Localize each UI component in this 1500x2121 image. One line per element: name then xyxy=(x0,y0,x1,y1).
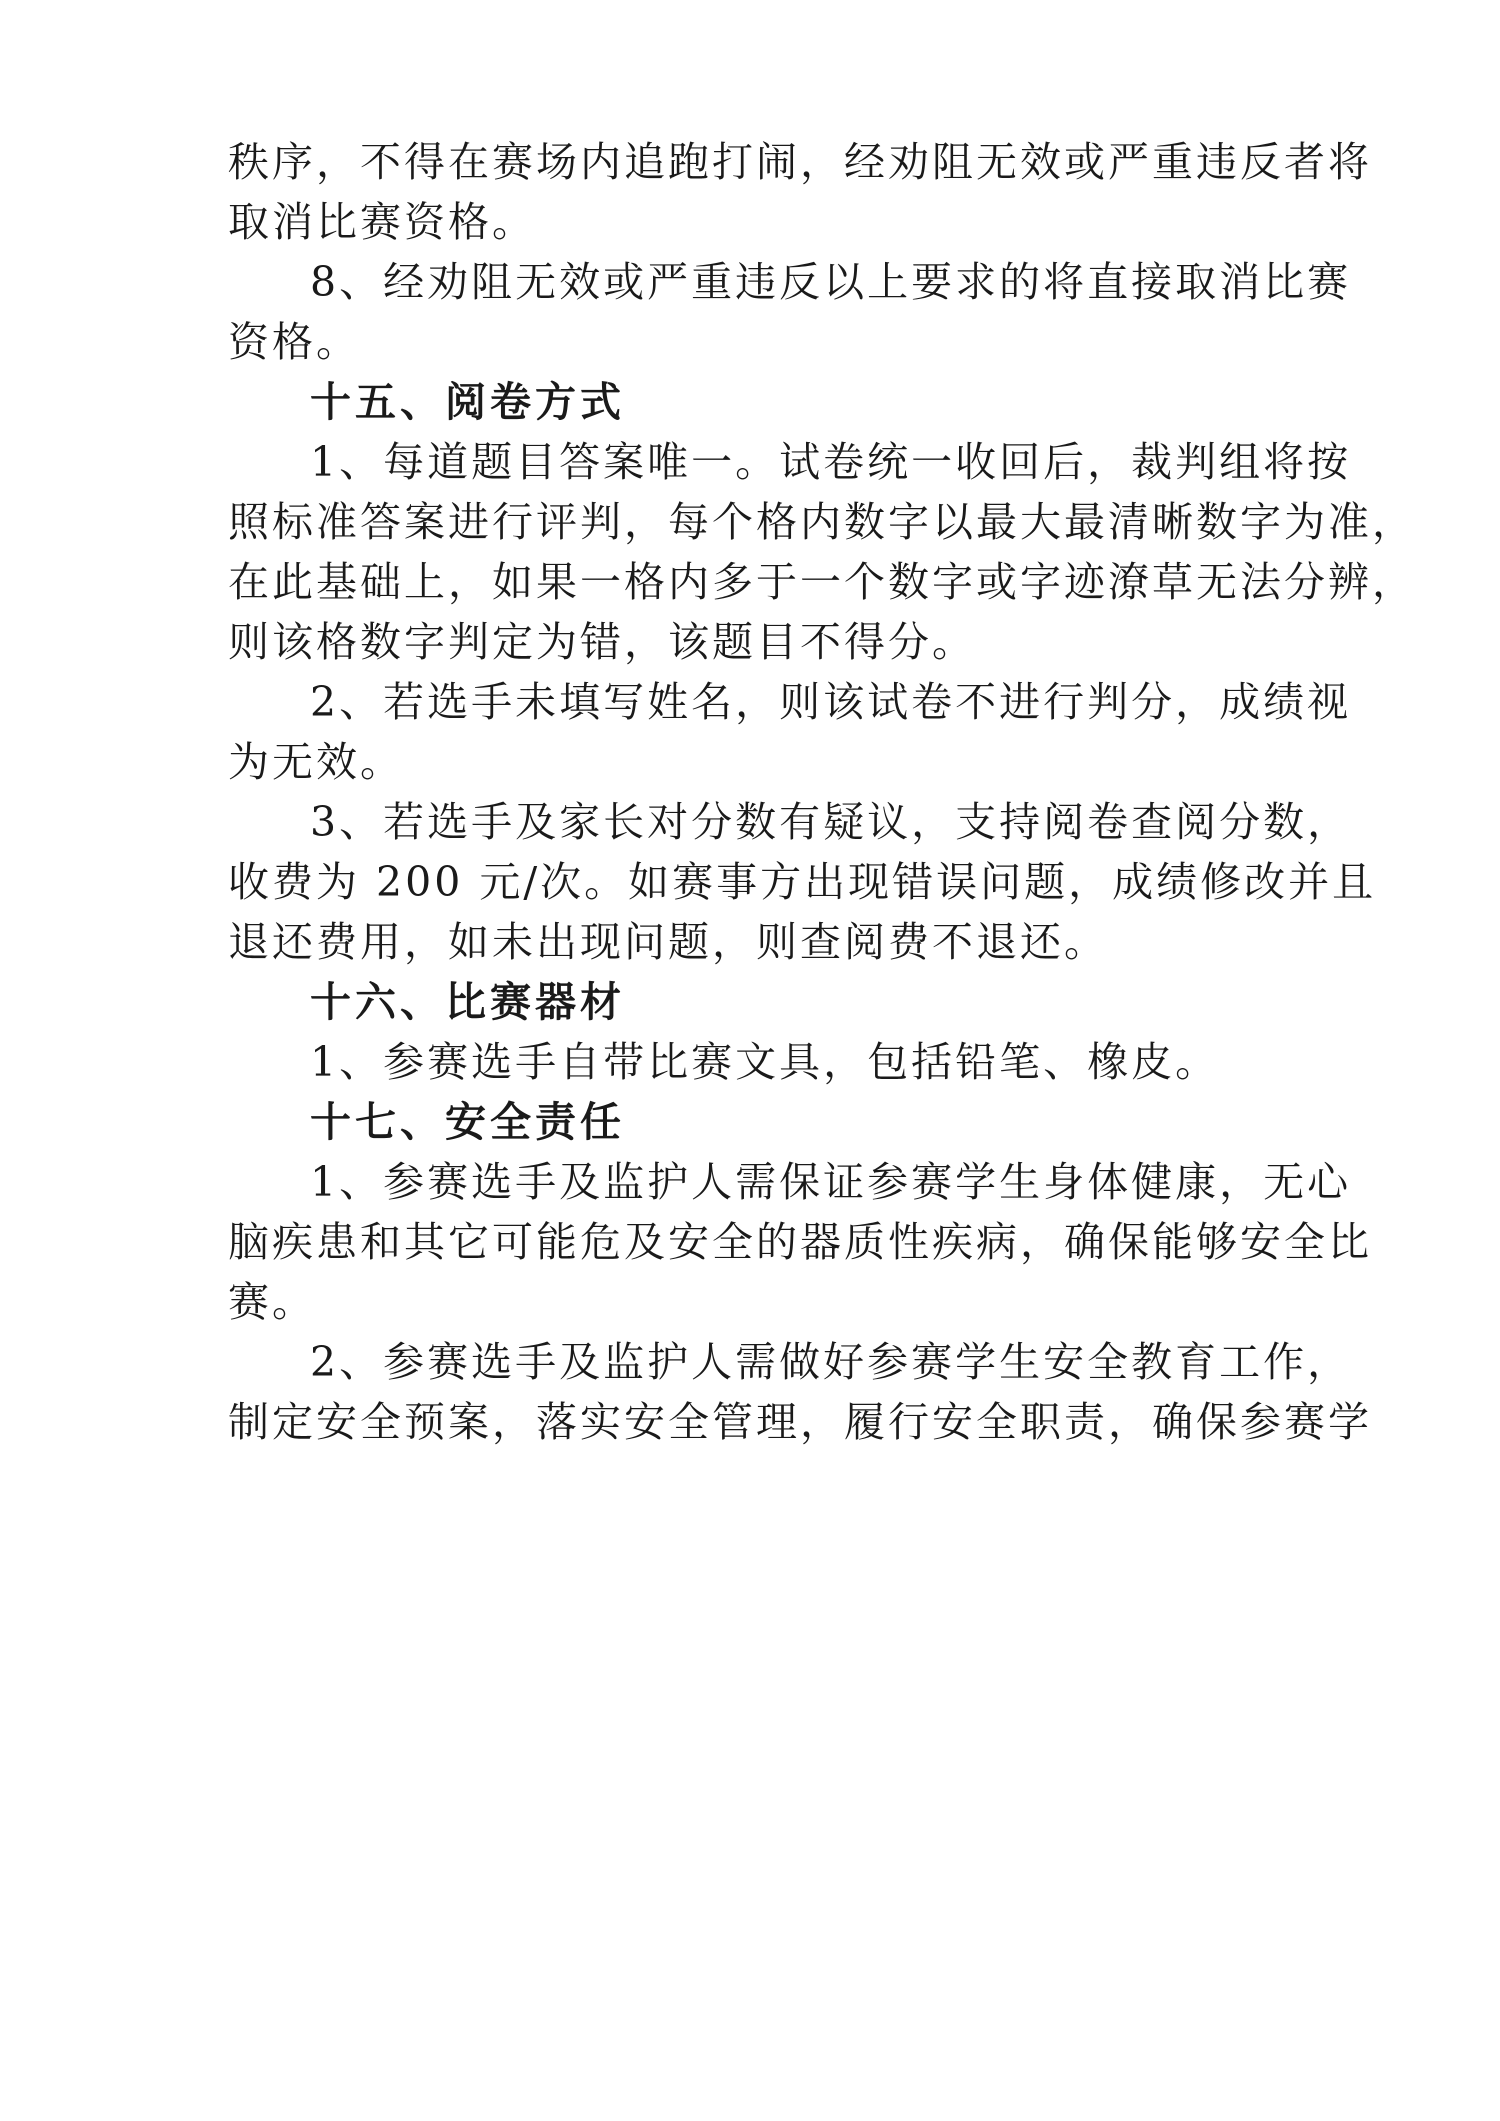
equipment-rule-1-line-1: 1、参赛选手自带比赛文具，包括铅笔、橡皮。 xyxy=(310,1038,1220,1086)
grading-rule-3-line-3: 退还费用，如未出现问题，则查阅费不退还。 xyxy=(228,918,1108,966)
grading-rule-2-line-2: 为无效。 xyxy=(228,738,404,786)
safety-rule-1-line-2: 脑疾患和其它可能危及安全的器质性疾病，确保能够安全比 xyxy=(228,1218,1372,1266)
rule-8-line-1: 8、经劝阻无效或严重违反以上要求的将直接取消比赛 xyxy=(310,258,1352,306)
grading-rule-1-line-4: 则该格数字判定为错，该题目不得分。 xyxy=(228,618,976,666)
grading-rule-3-line-1: 3、若选手及家长对分数有疑议，支持阅卷查阅分数， xyxy=(310,798,1352,846)
grading-rule-3-line-2: 收费为 200 元/次。如赛事方出现错误问题，成绩修改并且 xyxy=(228,858,1377,906)
section-16-heading: 十六、比赛器材 xyxy=(310,978,625,1026)
safety-rule-2-line-2: 制定安全预案，落实安全管理，履行安全职责，确保参赛学 xyxy=(228,1398,1372,1446)
grading-rule-2-line-1: 2、若选手未填写姓名，则该试卷不进行判分，成绩视 xyxy=(310,678,1352,726)
rule-7-line-2: 取消比赛资格。 xyxy=(228,198,536,246)
rule-8-line-2: 资格。 xyxy=(228,318,360,366)
safety-rule-1-line-3: 赛。 xyxy=(228,1278,316,1326)
section-15-heading: 十五、阅卷方式 xyxy=(310,378,625,426)
safety-rule-1-line-1: 1、参赛选手及监护人需保证参赛学生身体健康，无心 xyxy=(310,1158,1352,1206)
section-17-heading: 十七、安全责任 xyxy=(310,1098,625,1146)
safety-rule-2-line-1: 2、参赛选手及监护人需做好参赛学生安全教育工作， xyxy=(310,1338,1352,1386)
grading-rule-1-line-3: 在此基础上，如果一格内多于一个数字或字迹潦草无法分辨， xyxy=(228,558,1416,606)
grading-rule-1-line-2: 照标准答案进行评判，每个格内数字以最大最清晰数字为准， xyxy=(228,498,1416,546)
rule-7-line-1: 秩序，不得在赛场内追跑打闹，经劝阻无效或严重违反者将 xyxy=(228,138,1372,186)
grading-rule-1-line-1: 1、每道题目答案唯一。试卷统一收回后，裁判组将按 xyxy=(310,438,1352,486)
